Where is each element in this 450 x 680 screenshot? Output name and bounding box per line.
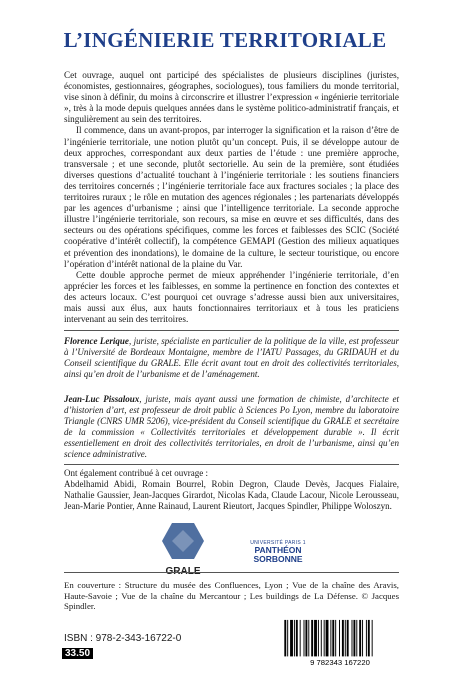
contributors-list: Abdelhamid Abidi, Romain Bourrel, Robin Degron, Claude Devès, Jacques Fialaire, Nathalie Gaussier, Jean-Jacques Girardot, Nicolas Kada, Claude Lacour, Nicole Lerousseau, Jean-Marie Pontier, Anne Rainaud, Laurent Rieutort, Jacques Spindler, Philippe Woloszyn. xyxy=(64,478,399,511)
contributors-block xyxy=(64,468,399,512)
author-bio-lerique xyxy=(64,336,399,380)
isbn: ISBN : 978-2-343-16722-0 xyxy=(64,633,182,644)
back-cover-summary xyxy=(64,70,399,325)
divider-top xyxy=(64,330,399,331)
cover-credit: En couverture : Structure du musée des Confluences, Lyon ; Vue de la chaîne des Aravis, Haute-Savoie ; Vue de la chaîne du Mercantour ; Les buildings de La Défense. © Jacques Spindler. xyxy=(64,580,399,612)
divider-bottom xyxy=(64,572,399,573)
grale-logo xyxy=(161,522,205,577)
barcode-icon xyxy=(276,618,404,666)
author-bio-text: , juriste, mais ayant aussi une formation de chimiste, d’architecte et d’historien d’art, est professeur de droit public à Sciences Po Lyon, membre du laboratoire Triangle (CNRS UMR 5206), vice-président du Conseil scientifique du GRALE et secrétaire de la commission « Collectivités territoriales et développement durable ». Il écrit essentiellement en droit des collectivités territoriales, en droit de l’urbanisme, ainsi qu’en science administrative. xyxy=(64,394,399,459)
pantheon-sorbonne-logo xyxy=(234,540,322,564)
divider-middle xyxy=(64,464,399,465)
summary-paragraph-3: Cette double approche permet de mieux appréhender l’ingénierie territoriale, d’en apprécier les forces et les faiblesses, en somme la pertinence en fonction des contextes et des acteurs locaux. C’est pourquoi cet ouvrage s’adresse aussi bien aux universitaires, mais aussi aux élus, aux hauts fonctionnaires territoriaux et à tous les praticiens intervenant au sein des territoires. xyxy=(64,269,399,325)
price-tag: 33.50 xyxy=(62,648,93,659)
contributors-intro: Ont également contribué à cet ouvrage : xyxy=(64,468,208,478)
author-bio-text: , juriste, spécialiste en particulier de la politique de la ville, est professeur à l’Université de Bordeaux Montaigne, membre de l’IATU Passages, du GRIDAUH et du Conseil scientifique du GRALE. Elle écrit avant tout en droit des collectivités territoriales, ainsi qu’en droit de l’urbanisme et de l’aménagement. xyxy=(64,336,400,379)
grale-hexagon-icon xyxy=(161,522,205,560)
book-title: L’INGÉNIERIE TERRITORIALE xyxy=(63,28,387,52)
summary-paragraph-1: Cet ouvrage, auquel ont participé des spécialistes de plusieurs disciplines (juristes, économistes, gestionnaires, géographes, sociologues), tous familiers du monde territorial, vise sinon à définir, du moins à circonscrire et illustrer l’expression « ingénierie territoriale », très à la mode depuis quelques années dans le système politico-administratif français, et singulièrement au sein des territoires. xyxy=(64,70,399,125)
grale-label: GRALE xyxy=(165,566,201,577)
author-name: Florence Lerique xyxy=(64,336,129,346)
pantheon-name: PANTHÉON SORBONNE xyxy=(253,545,303,564)
author-name: Jean-Luc Pissaloux xyxy=(64,394,140,404)
author-bio-pissaloux xyxy=(64,394,399,459)
pantheon-university-label: UNIVERSITÉ PARIS 1 xyxy=(250,540,306,546)
summary-paragraph-2: Il commence, dans un avant-propos, par interroger la signification et la raison d’être de l’ingénierie territoriale, une notion plutôt qu’un concept. Puis, il se développe autour de deux approches, correspondant aux deux parties de l’étude : une première approche, transversale ; et une seconde, plutôt sectorielle. Au sein de la première, sont étudiées diverses questions d’actualité touchant à l’ingénierie territoriale : les soutiens financiers des territoires concernés ; l’ingénierie territoriale face aux fractures sociales ; la place des territoires ruraux ; le rôle en mutation des agences régionales ; les partenariats développés par les agences d’urbanisme ; ainsi que l’intelligence territoriale. La seconde approche illustre l’ingénierie territoriale, son recours, sa mise en œuvre et ses difficultés, dans des secteurs ou des opérations spécifiques, comme les forces et faiblesses des SCIC (Société coopérative d’intérêt collectif), la compétence GEMAPI (Gestion des milieux aquatiques et prévention des inondations), le domaine de la culture, le secteur touristique, ou encore l’opération d’intérêt national de la plaine du Var. xyxy=(64,125,399,269)
barcode-digits: 9 782343 167220 xyxy=(310,658,370,666)
